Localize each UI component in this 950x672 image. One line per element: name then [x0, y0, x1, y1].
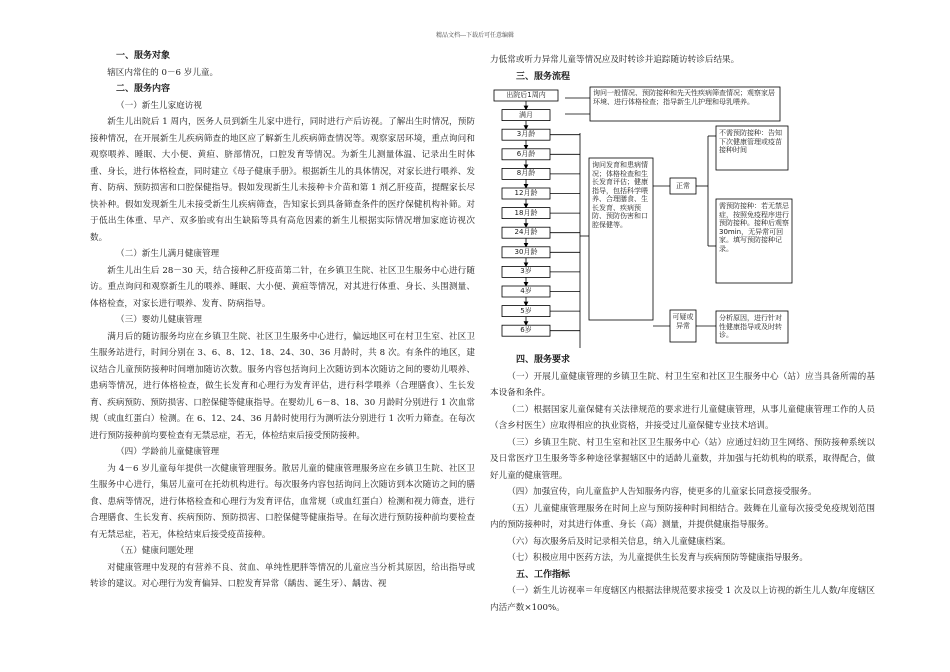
age-node-label: 24月龄 — [514, 228, 538, 237]
subsection-health-problem-text: 对健康管理中发现的有营养不良、贫血、单纯性肥胖等情况的儿童应当分析其原因，给出指导或转诊的建议。对心理行为发育偏异、口腔发育异常（龋齿、诞生牙）、龋齿、视 — [90, 562, 475, 589]
subsection-newborn-visit-text: 新生儿出院后 1 周内，医务人员到新生儿家中进行，同时进行产后访视。了解出生时情况，预防接种情况，在开展新生儿疾病筛查的地区应了解新生儿疾病筛查情况等。观察家居环境，重点询问和观察喂养、睡眠、大小便、黄疸、脐部情况，口腔发育等情况。为新生儿测量体温、记录出生时体重、身长，进行体格检查，同时建立《母子健康手册》。根据新生儿的具体情况，对家长进行喂养、发育、防病、预防损害和口腔保健指导。假如发现新生儿未接种卡介苗和第 1 剂乙肝疫苗，提醒家长尽快补种。假如发现新生儿未接受新生儿疾病筛查，告知家长到具备筛查条件的医疗保健机构补筛。对于低出生体重、早产、双多胎或有出生缺陷等具有高危因素的新生儿根据实际情况增加家庭访视次数。 — [90, 117, 475, 243]
age-node-label: 6岁 — [520, 326, 532, 335]
section-service-content-title: 二、服务内容 — [116, 84, 171, 94]
requirement-2: （二）根据国家儿童保健有关法律规范的要求进行儿童健康管理，从事儿童健康管理工作的人员（含乡村医生）应取得相应的执业资格，并接受过儿童保健专业技术培训。 — [490, 404, 875, 431]
subsection-full-month-text: 新生儿出生后 28－30 天，结合接种乙肝疫苗第二针，在乡镇卫生院、社区卫生服务中心进行随访。重点询问和观察新生儿的喂养、睡眠、大小便、黄疸等情况，对其进行体重、身长、头围测量、体格检查，对家长进行喂养、发育、防病指导。 — [90, 265, 475, 309]
requirement-4: （四）加强宣传，向儿童监护人告知服务内容，使更多的儿童家长同意接受服务。 — [507, 487, 817, 497]
subsection-preschool-text: 为 4－6 岁儿童每年提供一次健康管理服务。散居儿童的健康管理服务应在乡镇卫生院、社区卫生服务中心进行，集居儿童可在托幼机构进行。每次服务内容包括询问上次随访到本次随访之间的膳食、患病等情况，进行体格检查和心理行为发育评估，血常规（或血红蛋白）检测和视力筛查，进行合理膳食、生长发育、疾病预防、预防损害、口腔保健等健康指导。在每次进行预防接种前均要检查有无禁忌症，若无，体检结束后接受疫苗接种。 — [90, 463, 475, 540]
age-node-label: 3月龄 — [516, 130, 536, 139]
page-header: 精品文档---下载后可任意编辑 — [435, 32, 515, 39]
age-node-label: 30月龄 — [514, 247, 538, 256]
section-service-flow-title: 三、服务流程 — [516, 71, 571, 82]
age-node-label: 满月 — [519, 110, 533, 119]
age-node-label: 8月龄 — [516, 169, 536, 178]
requirement-3: （三）乡镇卫生院、村卫生室和社区卫生服务中心（站）应通过妇幼卫生网络、预防接种系统以及日常医疗卫生服务等多种途径掌握辖区中的适龄儿童数，并加强与托幼机构的联系，取得配合，做好儿童的健康管理。 — [490, 437, 875, 481]
section-service-target-title: 一、服务对象 — [116, 51, 171, 61]
flow-label-abnormal: 可疑或异常 — [672, 313, 694, 330]
section-requirements-title: 四、服务要求 — [516, 355, 571, 365]
subsection-preschool-title: （四）学龄前儿童健康管理 — [116, 447, 220, 457]
age-node-label: 5岁 — [520, 306, 532, 315]
subsection-health-problem-title: （五）健康问题处理 — [116, 546, 194, 556]
section-indicators-title: 五、工作指标 — [516, 569, 571, 580]
flow-box-referral: 分析原因，进行针对性健康指导或及时转诊。 — [719, 314, 782, 339]
section-service-target-text: 辖区内常住的 0－6 岁儿童。 — [107, 67, 219, 78]
subsection-infant-title: （三）婴幼儿健康管理 — [116, 315, 202, 325]
age-node-label: 出院后1周内 — [506, 91, 546, 99]
age-node-label: 4岁 — [520, 287, 532, 295]
requirement-5: （五）儿童健康管理服务在时间上应与预防接种时间相结合。鼓舞在儿童每次接受免疫规划范围内的预防接种时，对其进行体重、身长（高）测量，并提供健康指导服务。 — [490, 503, 875, 530]
right-column — [490, 52, 875, 616]
continued-text: 力低常或听力异常儿童等情况应及时转诊并追踪随访转诊后结果。 — [490, 55, 740, 65]
left-column — [90, 48, 475, 593]
flow-box-checkup: 询问发育和患病情况；体格检查和生长发育评估；健康指导，包括科学喂养、合理膳食、生长发育、疾病预防、预防伤害和口腔保健等。 — [592, 161, 648, 229]
requirement-1: （一）开展儿童健康管理的乡镇卫生院、村卫生室和社区卫生服务中心（站）应当具备所需的基本设备和条件。 — [490, 371, 875, 398]
age-node-label: 6月龄 — [516, 149, 536, 158]
service-flow-chart — [490, 86, 875, 352]
subsection-full-month-title: （二）新生儿满月健康管理 — [116, 249, 220, 259]
requirement-6: （六）每次服务后及时记录相关信息，纳入儿童健康档案。 — [507, 536, 731, 547]
flow-label-normal: 正常 — [676, 182, 690, 190]
subsection-newborn-visit-title: （一）新生儿家庭访视 — [116, 100, 202, 111]
flow-box-vaccine: 需预防接种：若无禁忌症，按照免疫程序进行预防接种。接种后观察30min，无异常可回家。填写预防接种记录。 — [719, 202, 789, 253]
age-node-label: 12月龄 — [514, 189, 538, 197]
subsection-infant-text: 满月后的随访服务均应在乡镇卫生院、社区卫生服务中心进行，偏远地区可在村卫生室、社区卫生服务站进行，时间分别在 3、6、8、12、18、24、30、36 月龄时，共 8 次。有条件的地区，建议结合儿童预防接种时间增加随访次数。服务内容包括询问上次随访到本次随访之间的婴幼儿喂养、患病等情况，进行体格检查，做生长发育和心理行为发育评估，进行科学喂养（合理膳食）、生长发育、疾病预防、预防损害、口腔保健等健康指导。在婴幼儿 6－8、18、30 月龄时分别进行 1 次血常规（或血红蛋白）检测。在 6、12、24、36 月龄时使用行为测听法分别进行 1 次听力筛查。在每次进行预防接种前均要检查有无禁忌症，若无，体检结束后接受预防接种。 — [90, 331, 475, 441]
age-node-label: 18月龄 — [514, 208, 538, 217]
requirement-7: （七）积极应用中医药方法，为儿童提供生长发育与疾病预防等健康指导服务。 — [507, 553, 808, 563]
age-node-label: 3岁 — [520, 267, 532, 276]
indicator-1: （一）新生儿访视率＝年度辖区内根据法律规范要求接受 1 次及以上访视的新生儿人数/年度辖区内活产数×100%。 — [490, 586, 875, 613]
flow-box-newborn: 询问一般情况、预防接种和先天性疾病筛查情况；观察家居环境、进行体格检查；指导新生儿护理和母乳喂养。 — [593, 89, 775, 106]
flow-box-no-vaccine: 不需预防接种：告知下次健康管理或疫苗接种时间 — [719, 129, 782, 154]
